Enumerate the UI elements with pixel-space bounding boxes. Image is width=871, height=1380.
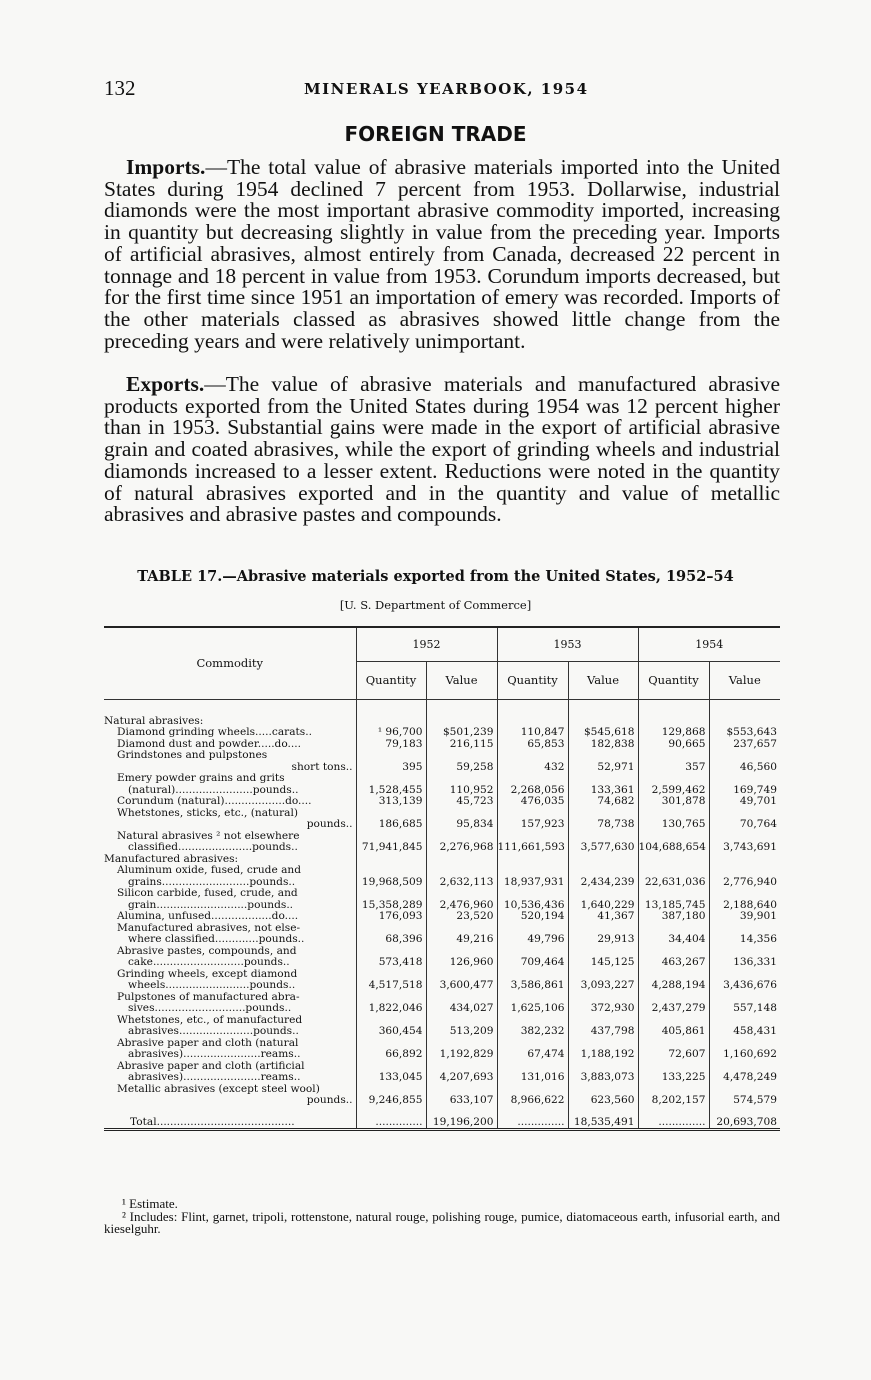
value-cell: 3,743,691 <box>723 841 777 853</box>
value-cell: 4,478,249 <box>723 1071 777 1083</box>
quantity-cell <box>497 854 568 866</box>
commodity-label-line: abrasives......................pounds.. <box>128 1025 299 1037</box>
commodity-label-line: grain...........................pounds.. <box>128 898 294 911</box>
quantity-cell: 13,185,745 <box>638 888 709 911</box>
table-row <box>104 911 780 923</box>
value-cell: 70,764 <box>739 818 777 830</box>
footnote-1: ¹ Estimate. <box>122 1196 178 1211</box>
commodity-label-line: Diamond grinding wheels.....carats.. <box>117 727 312 738</box>
quantity-cell: 1,822,046 <box>356 992 426 1015</box>
value-cell: $553,643 <box>726 726 777 738</box>
value-cell: $545,618 <box>568 727 638 739</box>
quantity-cell: 2,268,056 <box>497 773 568 796</box>
year-header-1954: 1954 <box>638 627 780 661</box>
value-cell: 95,834 <box>426 808 497 831</box>
quantity-cell: 71,941,845 <box>356 831 426 854</box>
commodity-label-line: Manufactured abrasives: <box>104 853 239 865</box>
quantity-cell: 2,599,462 <box>638 773 709 796</box>
commodity-label-line: Manufactured abrasives, not else- <box>117 922 301 934</box>
commodity-cell <box>104 739 356 751</box>
year-header-1953: 1953 <box>497 627 638 661</box>
quantity-cell: 104,688,654 <box>638 831 709 854</box>
value-cell: 3,093,227 <box>568 969 638 992</box>
table-row <box>104 923 780 946</box>
imports-paragraph <box>104 157 780 352</box>
quantity-cell: 476,035 <box>497 796 568 808</box>
quantity-cell: 34,404 <box>638 923 709 946</box>
commodity-cell <box>104 923 356 946</box>
quantity-cell: 2,437,279 <box>638 992 709 1015</box>
quantity-cell: 79,183 <box>356 739 426 751</box>
value-cell: 2,632,113 <box>426 865 497 888</box>
commodity-header: Commodity <box>104 627 356 699</box>
quantity-header: Quantity <box>638 661 709 699</box>
commodity-label-line: abrasives).......................reams.. <box>128 1071 301 1083</box>
commodity-label-line: cake...........................pounds.. <box>128 956 290 968</box>
quantity-cell: 8,202,157 <box>638 1084 709 1107</box>
value-cell: 39,901 <box>739 910 777 922</box>
total-quantity-cell: .............. <box>497 1107 568 1130</box>
value-cell: 45,723 <box>426 796 497 808</box>
commodity-cell <box>104 911 356 923</box>
value-cell: 1,192,829 <box>426 1038 497 1061</box>
value-cell: 437,798 <box>568 1015 638 1038</box>
commodity-cell <box>104 727 356 739</box>
value-header: Value <box>426 661 497 699</box>
table-row <box>104 1061 780 1084</box>
value-cell: 633,107 <box>426 1084 497 1107</box>
quantity-cell: 4,288,194 <box>638 969 709 992</box>
quantity-cell: 4,517,518 <box>356 969 426 992</box>
quantity-cell: 131,016 <box>497 1061 568 1084</box>
commodity-label-line: Silicon carbide, fused, crude, and <box>117 888 298 899</box>
value-cell: 136,331 <box>733 956 777 968</box>
commodity-cell <box>104 1038 356 1061</box>
commodity-label-line: Whetstones, etc., of manufactured <box>117 1014 303 1026</box>
commodity-label-line: Grindstones and pulpstones <box>117 750 268 761</box>
value-cell: 133,361 <box>568 773 638 796</box>
commodity-label-line: Abrasive paper and cloth (natural <box>117 1037 299 1049</box>
table-row <box>104 1084 780 1107</box>
commodity-label-line: pounds.. <box>306 1094 353 1106</box>
commodity-label-line: short tons.. <box>291 760 353 773</box>
table-row <box>104 865 780 888</box>
quantity-cell: 360,454 <box>356 1015 426 1038</box>
commodity-cell <box>104 854 356 866</box>
quantity-cell: 1,528,455 <box>356 773 426 796</box>
value-cell: 3,436,676 <box>723 979 777 991</box>
quantity-cell: 72,607 <box>638 1038 709 1061</box>
total-quantity-cell: .............. <box>638 1107 709 1130</box>
footnotes <box>104 1198 780 1236</box>
quantity-cell: 130,765 <box>638 808 709 831</box>
exports-lead: Exports. <box>126 372 205 396</box>
table-row <box>104 750 780 773</box>
imports-text: —The total value of abrasive materials imported into the United States during 1954 declined 7 percent from 1953. Dollarwise, industrial diamonds were the most important abrasive commodity imported, increasing in quantity but decreasing slightly in value from the preceding year. Imports of artificial abrasives, almost entirely from Canada, decreased 22 percent in tonnage and 18 percent in value from 1953. Corundum imports decreased, but for the first time since 1951 an importation of emery was recorded. Imports of the other materials classed as abrasives showed little change from the preceding years and were relatively unimportant. <box>104 155 780 353</box>
commodity-label-line: Natural abrasives: <box>104 715 204 727</box>
exports-text: —The value of abrasive materials and manufactured abrasive products exported from the United States during 1954 was 12 percent higher than in 1953. Substantial gains were made in the export of artificial abrasive grain and coated abrasives, while the export of grinding wheels and industrial diamonds increased to a lesser extent. Reductions were noted in the quantity of natural abrasives exported and in the quantity and value of metallic abrasives and abrasive pastes and compounds. <box>104 372 780 527</box>
table-row <box>104 1015 780 1038</box>
commodity-cell <box>104 773 356 796</box>
value-cell: 434,027 <box>426 992 497 1015</box>
value-cell: 2,434,239 <box>568 865 638 888</box>
table-row <box>104 739 780 751</box>
table-row <box>104 796 780 808</box>
running-head <box>104 76 784 102</box>
quantity-cell: 111,661,593 <box>497 831 568 854</box>
value-cell: 126,960 <box>426 946 497 969</box>
commodity-label-line: Alumina, unfused..................do.... <box>117 911 299 922</box>
commodity-label-line: classified......................pounds.. <box>128 841 298 853</box>
quantity-cell: 157,923 <box>497 808 568 831</box>
exports-table <box>104 626 780 1131</box>
quantity-cell: 133,225 <box>638 1061 709 1084</box>
quantity-cell: 66,892 <box>356 1038 426 1061</box>
quantity-cell <box>638 854 709 866</box>
commodity-cell <box>104 796 356 808</box>
value-cell: 182,838 <box>568 739 638 751</box>
quantity-cell: 90,665 <box>638 739 709 751</box>
commodity-label-line: Metallic abrasives (except steel wool) <box>117 1083 320 1095</box>
quantity-cell: 432 <box>497 750 568 773</box>
footnote-2: ² Includes: Flint, garnet, tripoli, rottenstone, natural rouge, polishing rouge, pumice, diatomaceous earth, infusorial earth, and kieselguhr. <box>104 1208 780 1236</box>
total-label: Total......................................... <box>104 1107 356 1130</box>
commodity-label-line: grains..........................pounds.. <box>128 875 296 888</box>
quantity-cell: 19,968,509 <box>356 865 426 888</box>
value-cell: 2,276,968 <box>426 831 497 854</box>
value-cell: 458,431 <box>733 1025 777 1037</box>
quantity-cell: 709,464 <box>497 946 568 969</box>
quantity-cell: 129,868 <box>638 727 709 739</box>
table-row <box>104 946 780 969</box>
quantity-cell: 15,358,289 <box>356 888 426 911</box>
commodity-label-line: sives...........................pounds.. <box>128 1002 292 1014</box>
quantity-cell: 387,180 <box>638 911 709 923</box>
quantity-cell: 357 <box>638 750 709 773</box>
value-cell <box>568 854 638 866</box>
table-row <box>104 969 780 992</box>
value-cell: 1,188,192 <box>568 1038 638 1061</box>
value-cell: 216,115 <box>426 739 497 751</box>
value-cell: 3,883,073 <box>568 1061 638 1084</box>
section-title: FOREIGN TRADE <box>344 122 527 146</box>
table-row <box>104 808 780 831</box>
value-cell: 1,640,229 <box>568 888 638 911</box>
commodity-label-line: abrasives).......................reams.. <box>128 1048 301 1060</box>
commodity-cell <box>104 969 356 992</box>
value-cell: 52,971 <box>568 750 638 773</box>
value-cell: 110,952 <box>426 773 497 796</box>
quantity-cell: 68,396 <box>356 923 426 946</box>
quantity-cell: 405,861 <box>638 1015 709 1038</box>
quantity-cell: ¹ 96,700 <box>356 727 426 739</box>
value-cell: 557,148 <box>733 1002 777 1014</box>
quantity-cell: 463,267 <box>638 946 709 969</box>
table-row <box>104 854 780 866</box>
quantity-cell: 395 <box>356 750 426 773</box>
table-spacer <box>104 699 780 716</box>
total-row <box>104 1107 780 1130</box>
value-cell: 59,258 <box>426 750 497 773</box>
year-header-1952: 1952 <box>356 627 497 661</box>
quantity-cell <box>356 854 426 866</box>
value-cell: $501,239 <box>426 727 497 739</box>
commodity-label-line: Corundum (natural)..................do.... <box>117 796 312 807</box>
quantity-cell: 22,631,036 <box>638 865 709 888</box>
quantity-cell: 18,937,931 <box>497 865 568 888</box>
commodity-label-line: pounds.. <box>306 818 353 830</box>
table-body <box>104 699 780 1130</box>
quantity-header: Quantity <box>497 661 568 699</box>
value-cell: 49,216 <box>426 923 497 946</box>
exports-table-wrap <box>104 626 780 1131</box>
commodity-label-line: (natural).......................pounds.. <box>128 783 299 796</box>
quantity-cell: 520,194 <box>497 911 568 923</box>
value-cell: 169,749 <box>733 783 777 796</box>
commodity-cell <box>104 946 356 969</box>
quantity-cell: 10,536,436 <box>497 888 568 911</box>
value-cell: 4,207,693 <box>426 1061 497 1084</box>
value-cell: 372,930 <box>568 992 638 1015</box>
imports-lead: Imports. <box>126 155 206 179</box>
value-cell: 574,579 <box>733 1094 777 1106</box>
commodity-cell <box>104 1015 356 1038</box>
exports-paragraph <box>104 374 780 526</box>
value-header: Value <box>709 661 780 699</box>
value-cell: 513,209 <box>426 1015 497 1038</box>
value-cell: 237,657 <box>733 737 777 750</box>
value-cell: 74,682 <box>568 796 638 808</box>
total-value-cell: 19,196,200 <box>426 1107 497 1130</box>
commodity-cell <box>104 865 356 888</box>
value-cell: 49,701 <box>739 795 777 807</box>
value-cell: 46,560 <box>739 760 777 773</box>
table-row <box>104 1038 780 1061</box>
table-source: [U. S. Department of Commerce] <box>339 598 532 612</box>
commodity-cell <box>104 831 356 854</box>
quantity-cell: 8,966,622 <box>497 1084 568 1107</box>
page-number: 132 <box>104 76 136 100</box>
commodity-label-line: where classified.............pounds.. <box>128 933 305 945</box>
value-cell: 145,125 <box>568 946 638 969</box>
commodity-cell <box>104 1061 356 1084</box>
value-cell: 2,776,940 <box>723 875 777 888</box>
value-cell: 14,356 <box>739 933 777 945</box>
commodity-label-line: wheels.........................pounds.. <box>128 979 296 991</box>
table-caption: TABLE 17.—Abrasive materials exported from the United States, 1952–54 <box>137 568 734 585</box>
quantity-cell: 67,474 <box>497 1038 568 1061</box>
commodity-label-line: Emery powder grains and grits <box>117 773 285 784</box>
total-quantity-cell: .............. <box>356 1107 426 1130</box>
value-cell: 2,188,640 <box>723 898 777 911</box>
value-cell: 2,476,960 <box>426 888 497 911</box>
table-row <box>104 727 780 739</box>
commodity-label-line: Grinding wheels, except diamond <box>117 968 298 980</box>
total-value-cell: 18,535,491 <box>568 1107 638 1130</box>
commodity-cell <box>104 808 356 831</box>
commodity-label-line: Abrasive pastes, compounds, and <box>117 945 297 957</box>
commodity-cell <box>104 716 356 728</box>
value-cell <box>426 854 497 866</box>
commodity-label-line: Diamond dust and powder.....do.... <box>117 738 302 750</box>
value-cell: 1,160,692 <box>723 1048 777 1060</box>
quantity-cell: 301,878 <box>638 796 709 808</box>
quantity-header: Quantity <box>356 661 426 699</box>
quantity-cell: 49,796 <box>497 923 568 946</box>
total-value-cell: 20,693,708 <box>716 1115 777 1128</box>
quantity-cell: 382,232 <box>497 1015 568 1038</box>
quantity-cell: 186,685 <box>356 808 426 831</box>
value-cell <box>709 854 780 866</box>
value-cell: 29,913 <box>568 923 638 946</box>
commodity-label-line: Pulpstones of manufactured abra- <box>117 991 300 1003</box>
value-cell: 3,600,477 <box>426 969 497 992</box>
quantity-cell: 176,093 <box>356 911 426 923</box>
commodity-cell <box>104 888 356 911</box>
value-cell: 41,367 <box>568 911 638 923</box>
quantity-cell: 573,418 <box>356 946 426 969</box>
commodity-cell <box>104 750 356 773</box>
quantity-cell: 1,625,106 <box>497 992 568 1015</box>
value-cell: 23,520 <box>426 911 497 923</box>
value-cell: 623,560 <box>568 1084 638 1107</box>
commodity-label-line: Abrasive paper and cloth (artificial <box>117 1060 305 1072</box>
value-cell: 78,738 <box>568 808 638 831</box>
commodity-label-line: Aluminum oxide, fused, crude and <box>117 865 302 876</box>
value-header: Value <box>568 661 638 699</box>
quantity-cell: 133,045 <box>356 1061 426 1084</box>
table-row <box>104 831 780 854</box>
quantity-cell: 9,246,855 <box>356 1084 426 1107</box>
quantity-cell: 313,139 <box>356 796 426 808</box>
commodity-cell <box>104 992 356 1015</box>
commodity-label-line: Natural abrasives ² not elsewhere <box>117 830 300 842</box>
commodity-label-line: Whetstones, sticks, etc., (natural) <box>117 807 298 819</box>
table-row <box>104 992 780 1015</box>
quantity-cell: 3,586,861 <box>497 969 568 992</box>
commodity-cell <box>104 1084 356 1107</box>
value-cell: 3,577,630 <box>568 831 638 854</box>
running-title: MINERALS YEARBOOK, 1954 <box>304 80 589 98</box>
table-row <box>104 888 780 911</box>
table-row <box>104 773 780 796</box>
quantity-cell: 65,853 <box>497 739 568 751</box>
quantity-cell: 110,847 <box>497 727 568 739</box>
